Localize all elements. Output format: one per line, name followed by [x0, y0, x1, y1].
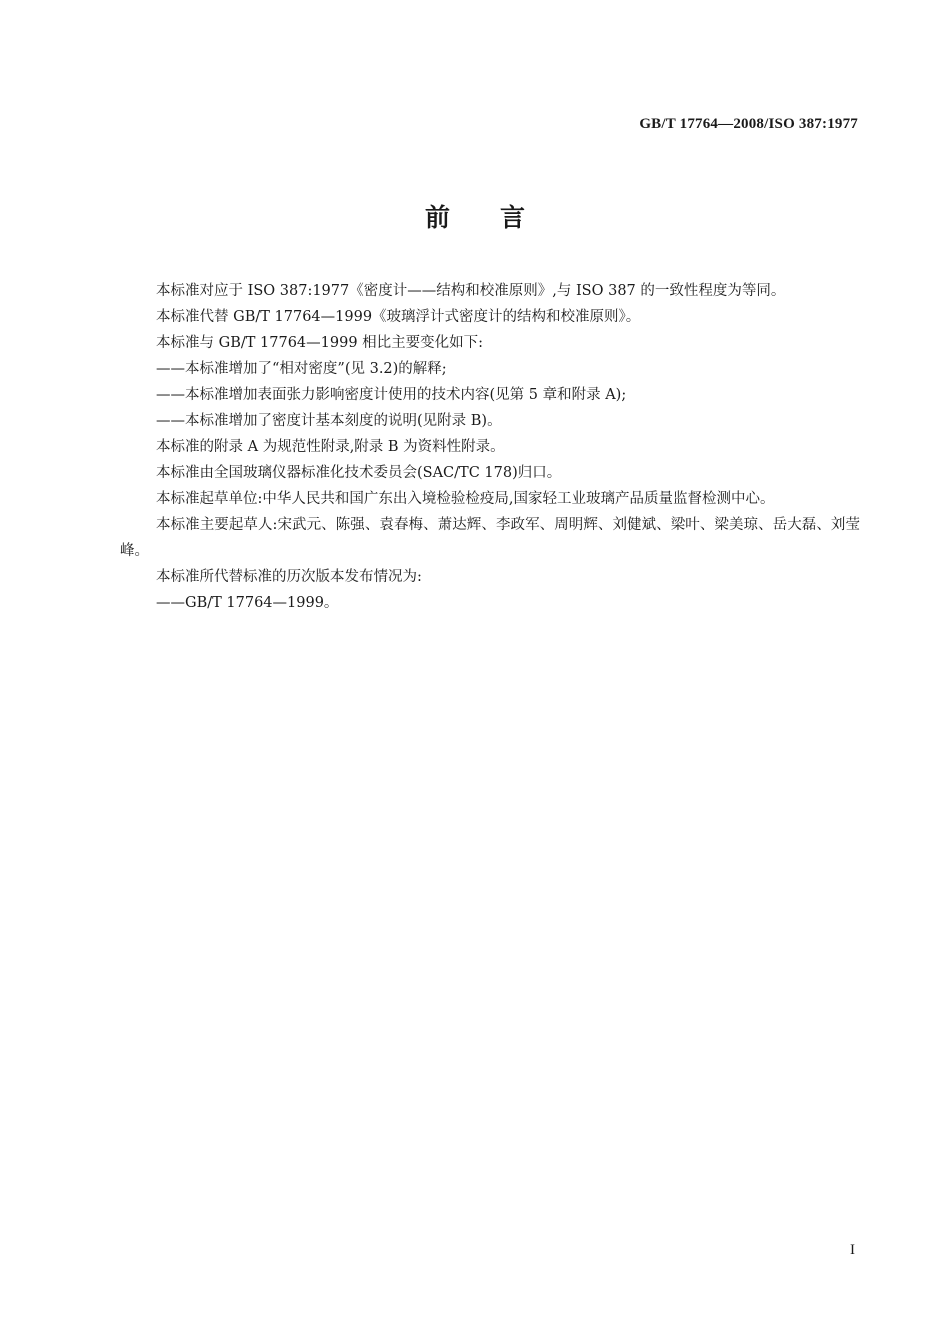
list-item-change-3: ——本标准增加了密度计基本刻度的说明(见附录 B)。 [156, 413, 502, 429]
paragraph-changes-intro: 本标准与 GB/T 17764—1999 相比主要变化如下: [156, 335, 484, 351]
list-item-change-1: ——本标准增加了“相对密度”(见 3.2)的解释; [156, 361, 447, 377]
paragraph-drafting-units: 本标准起草单位:中华人民共和国广东出入境检验检疫局,国家轻工业玻璃产品质量监督检测中心。 [156, 491, 775, 507]
standard-code: GB/T 17764—2008/ISO 387:1977 [639, 116, 858, 132]
paragraph-drafters: 本标准主要起草人:宋武元、陈强、袁春梅、萧达辉、李政军、周明辉、刘健斌、梁叶、梁美琼、岳大磊、刘莹峰。 [120, 517, 860, 559]
paragraph-correspondence: 本标准对应于 ISO 387:1977《密度计——结构和校准原则》,与 ISO 387 的一致性程度为等同。 [156, 283, 786, 299]
list-item-history-1: ——GB/T 17764—1999。 [156, 595, 339, 611]
page-number: I [850, 1242, 855, 1258]
paragraph-annexes: 本标准的附录 A 为规范性附录,附录 B 为资料性附录。 [156, 439, 505, 455]
foreword-body [120, 278, 860, 616]
paragraph-history-intro: 本标准所代替标准的历次版本发布情况为: [156, 569, 422, 585]
paragraph-committee: 本标准由全国玻璃仪器标准化技术委员会(SAC/TC 178)归口。 [156, 465, 562, 481]
paragraph-replaces: 本标准代替 GB/T 17764—1999《玻璃浮计式密度计的结构和校准原则》。 [156, 309, 641, 325]
list-item-change-2: ——本标准增加表面张力影响密度计使用的技术内容(见第 5 章和附录 A); [156, 387, 627, 403]
page-title: 前言 [424, 203, 575, 232]
